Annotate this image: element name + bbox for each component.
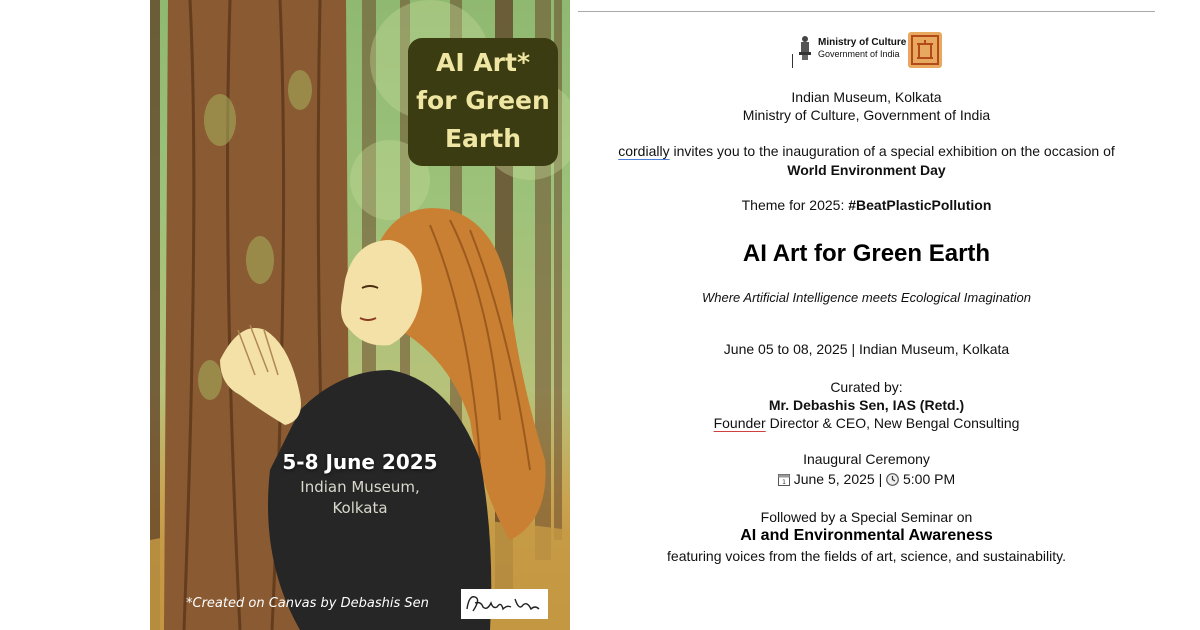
organizer-line-1: Indian Museum, Kolkata bbox=[791, 89, 942, 105]
curator-block bbox=[578, 378, 1155, 432]
dates-venue: June 05 to 08, 2025 | Indian Museum, Kolkata bbox=[723, 341, 1010, 357]
spellcheck-word-cordially: cordially bbox=[618, 143, 670, 159]
invitation-text bbox=[578, 142, 1155, 180]
ceremony-date: June 5, 2025 | bbox=[793, 471, 887, 487]
exhibition-tagline: Where Artificial Intelligence meets Ecological Imagination bbox=[701, 290, 1031, 305]
theme-line bbox=[578, 197, 1155, 213]
exhibition-title: AI Art for Green Earth bbox=[742, 240, 991, 267]
poster-title: AI Art* for Green Earth bbox=[408, 38, 558, 166]
ministry-logo bbox=[790, 32, 950, 72]
curator-role bbox=[578, 414, 1155, 432]
invitation-sentence bbox=[578, 142, 1155, 161]
artist-signature bbox=[461, 589, 548, 619]
ceremony-label: Inaugural Ceremony bbox=[803, 451, 930, 467]
ceremony-datetime bbox=[578, 471, 1155, 487]
seminar-description: featuring voices from the fields of art, science, and sustainability. bbox=[667, 548, 1066, 564]
logo-divider bbox=[792, 54, 793, 68]
curated-label: Curated by: bbox=[830, 379, 903, 395]
curator-role-rest: Director & CEO, New Bengal Consulting bbox=[765, 415, 1020, 431]
seminar-title: AI and Environmental Awareness bbox=[740, 527, 993, 544]
exhibition-poster bbox=[150, 0, 570, 630]
theme-hashtag: #BeatPlasticPollution bbox=[848, 197, 992, 213]
curator-name: Mr. Debashis Sen, IAS (Retd.) bbox=[768, 397, 965, 413]
poster-date: 5-8 June 2025 bbox=[282, 450, 438, 474]
poster-venue: Indian Museum, Kolkata bbox=[300, 478, 420, 517]
seminar-intro: Followed by a Special Seminar on bbox=[760, 509, 973, 525]
spellcheck-word-founder: Founder bbox=[713, 415, 766, 431]
calendar-icon bbox=[778, 473, 790, 486]
emblem-icon bbox=[796, 34, 814, 62]
signature-icon bbox=[461, 589, 548, 619]
invitation-sentence-rest: invites you to the inauguration of a special exhibition on the occasion of bbox=[669, 143, 1115, 159]
logo-line-2: Government of India bbox=[818, 49, 900, 59]
ceremony-time: 5:00 PM bbox=[903, 471, 956, 487]
poster-credit: *Created on Canvas by Debashis Sen bbox=[186, 596, 429, 611]
organizer-block bbox=[578, 88, 1155, 124]
museum-seal-icon bbox=[908, 32, 942, 68]
clock-icon bbox=[886, 473, 899, 486]
theme-label: Theme for 2025: bbox=[741, 197, 849, 213]
occasion-name: World Environment Day bbox=[787, 162, 946, 178]
logo-line-1: Ministry of Culture bbox=[818, 37, 907, 48]
organizer-line-2: Ministry of Culture, Government of India bbox=[742, 107, 991, 123]
top-divider bbox=[578, 11, 1155, 12]
svg-text:1: 1 bbox=[781, 479, 786, 486]
